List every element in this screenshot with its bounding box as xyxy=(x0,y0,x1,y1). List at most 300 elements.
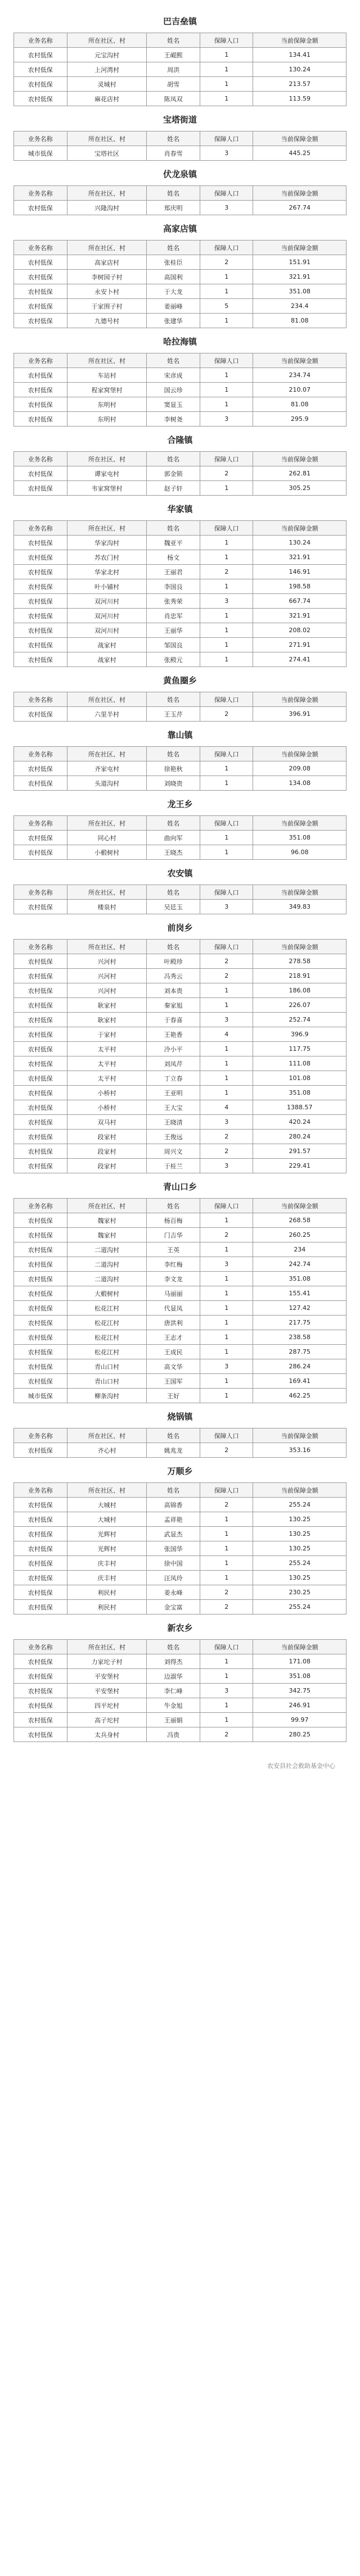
table-cell: 宋彦成 xyxy=(147,368,200,383)
table-cell: 王亚明 xyxy=(147,1086,200,1100)
table-cell: 134.41 xyxy=(253,48,346,62)
table-row xyxy=(14,62,346,77)
table-cell: 151.91 xyxy=(253,255,346,270)
table-cell: 兴河村 xyxy=(67,983,147,998)
table-cell: 113.59 xyxy=(253,92,346,106)
table-row xyxy=(14,1100,346,1115)
table-cell: 农村低保 xyxy=(14,1330,68,1345)
town-section xyxy=(14,432,346,496)
table-row xyxy=(14,1359,346,1374)
table-header-row xyxy=(14,1428,346,1443)
aid-table xyxy=(14,33,346,106)
table-cell: 段家村 xyxy=(67,1144,147,1159)
table-cell: 1 xyxy=(200,1698,253,1713)
aid-table xyxy=(14,353,346,427)
column-header: 保障人口 xyxy=(200,241,253,255)
table-row xyxy=(14,1698,346,1713)
table-cell: 农村低保 xyxy=(14,638,68,652)
column-header: 姓名 xyxy=(147,521,200,536)
column-header: 当前保障金额 xyxy=(253,747,346,761)
table-cell: 252.74 xyxy=(253,1013,346,1027)
table-cell: 1 xyxy=(200,397,253,412)
table-cell: 利民村 xyxy=(67,1585,147,1600)
table-cell: 117.75 xyxy=(253,1042,346,1056)
table-cell: 农村低保 xyxy=(14,368,68,383)
table-cell: 1 xyxy=(200,845,253,860)
table-cell: 曲向军 xyxy=(147,831,200,845)
table-cell: 双河川村 xyxy=(67,623,147,638)
table-cell: 农村低保 xyxy=(14,77,68,92)
table-row xyxy=(14,1512,346,1527)
table-cell: 1 xyxy=(200,761,253,776)
table-row xyxy=(14,1443,346,1458)
table-cell: 2 xyxy=(200,565,253,579)
table-cell: 农村低保 xyxy=(14,1027,68,1042)
table-row xyxy=(14,48,346,62)
table-cell: 九德号村 xyxy=(67,314,147,328)
table-cell: 1 xyxy=(200,1071,253,1086)
table-cell: 张秀荣 xyxy=(147,594,200,609)
column-header: 当前保障金额 xyxy=(253,131,346,146)
table-header-row xyxy=(14,33,346,48)
table-row xyxy=(14,1027,346,1042)
table-row xyxy=(14,481,346,496)
table-cell: 1 xyxy=(200,481,253,496)
table-cell: 81.08 xyxy=(253,314,346,328)
table-cell: 134.08 xyxy=(253,776,346,791)
table-cell: 农村低保 xyxy=(14,1042,68,1056)
town-section xyxy=(14,112,346,161)
table-cell: 286.24 xyxy=(253,1359,346,1374)
table-cell: 高国利 xyxy=(147,270,200,284)
table-cell: 兴河村 xyxy=(67,954,147,969)
table-cell: 1 xyxy=(200,1242,253,1257)
table-cell: 1 xyxy=(200,383,253,397)
table-cell: 1 xyxy=(200,1213,253,1228)
table-cell: 小桥村 xyxy=(67,1100,147,1115)
table-cell: 王丽君 xyxy=(147,565,200,579)
column-header: 姓名 xyxy=(147,1428,200,1443)
aid-table xyxy=(14,520,346,667)
column-header: 业务名称 xyxy=(14,452,68,466)
table-cell: 111.08 xyxy=(253,1056,346,1071)
table-cell: 牛金旭 xyxy=(147,1698,200,1713)
column-header: 所在社区、村 xyxy=(67,33,147,48)
table-cell: 155.41 xyxy=(253,1286,346,1301)
table-cell: 农村低保 xyxy=(14,707,68,722)
column-header: 当前保障金额 xyxy=(253,353,346,368)
table-cell: 3 xyxy=(200,1257,253,1272)
table-cell: 双马村 xyxy=(67,1115,147,1130)
table-cell: 李仁峰 xyxy=(147,1684,200,1698)
table-cell: 农村低保 xyxy=(14,466,68,481)
table-cell: 高子坨村 xyxy=(67,1713,147,1727)
table-cell: 王玉芹 xyxy=(147,707,200,722)
table-cell: 刘晓贵 xyxy=(147,776,200,791)
table-row xyxy=(14,1345,346,1359)
table-cell: 于家围子村 xyxy=(67,299,147,314)
table-cell: 永安卜村 xyxy=(67,284,147,299)
table-cell: 松花江村 xyxy=(67,1330,147,1345)
table-cell: 1 xyxy=(200,1713,253,1727)
table-cell: 1 xyxy=(200,623,253,638)
table-cell: 农村低保 xyxy=(14,1071,68,1086)
table-cell: 力家坨子村 xyxy=(67,1654,147,1669)
table-row xyxy=(14,1498,346,1512)
table-row xyxy=(14,1374,346,1389)
table-cell: 李文龙 xyxy=(147,1272,200,1286)
aid-table xyxy=(14,1482,346,1614)
column-header: 保障人口 xyxy=(200,186,253,201)
town-title: 合隆镇 xyxy=(167,435,193,445)
column-header: 业务名称 xyxy=(14,33,68,48)
table-cell: 3 xyxy=(200,1013,253,1027)
table-cell: 2 xyxy=(200,1727,253,1742)
table-cell: 3 xyxy=(200,146,253,161)
table-cell: 同心村 xyxy=(67,831,147,845)
table-row xyxy=(14,1389,346,1403)
column-header: 保障人口 xyxy=(200,940,253,954)
table-cell: 农村低保 xyxy=(14,609,68,623)
table-row xyxy=(14,1257,346,1272)
table-row xyxy=(14,1330,346,1345)
town-section xyxy=(14,1463,346,1614)
table-cell: 农村低保 xyxy=(14,998,68,1013)
table-cell: 陈凤双 xyxy=(147,92,200,106)
table-cell: 169.41 xyxy=(253,1374,346,1389)
table-cell: 周兴文 xyxy=(147,1144,200,1159)
table-cell: 窦显玉 xyxy=(147,397,200,412)
column-header: 业务名称 xyxy=(14,353,68,368)
table-header-row xyxy=(14,692,346,707)
column-header: 保障人口 xyxy=(200,33,253,48)
town-title: 华家镇 xyxy=(167,504,193,514)
table-cell: 大城村 xyxy=(67,1512,147,1527)
table-cell: 1 xyxy=(200,550,253,565)
table-cell: 高锦香 xyxy=(147,1498,200,1512)
column-header: 保障人口 xyxy=(200,1199,253,1213)
town-section xyxy=(14,727,346,791)
table-row xyxy=(14,201,346,215)
table-cell: 农村低保 xyxy=(14,1100,68,1115)
column-header: 业务名称 xyxy=(14,131,68,146)
column-header: 姓名 xyxy=(147,747,200,761)
column-header: 当前保障金额 xyxy=(253,452,346,466)
table-cell: 1 xyxy=(200,1056,253,1071)
table-cell: 双河川村 xyxy=(67,594,147,609)
table-row xyxy=(14,1144,346,1159)
table-cell: 321.91 xyxy=(253,550,346,565)
table-cell: 农村低保 xyxy=(14,1713,68,1727)
table-cell: 兴隆沟村 xyxy=(67,201,147,215)
table-cell: 苏农门村 xyxy=(67,550,147,565)
table-row xyxy=(14,146,346,161)
table-cell: 274.41 xyxy=(253,652,346,667)
table-cell: 农村低保 xyxy=(14,92,68,106)
column-header: 姓名 xyxy=(147,131,200,146)
table-cell: 1 xyxy=(200,314,253,328)
column-header: 保障人口 xyxy=(200,521,253,536)
column-header: 业务名称 xyxy=(14,1640,68,1654)
table-cell: 孟祥艳 xyxy=(147,1512,200,1527)
table-row xyxy=(14,92,346,106)
table-cell: 农村低保 xyxy=(14,1130,68,1144)
table-cell: 徐艳秋 xyxy=(147,761,200,776)
column-header: 保障人口 xyxy=(200,452,253,466)
table-cell: 4 xyxy=(200,1027,253,1042)
table-cell: 1 xyxy=(200,48,253,62)
table-cell: 城市低保 xyxy=(14,1389,68,1403)
table-cell: 3 xyxy=(200,1115,253,1130)
table-cell: 1 xyxy=(200,638,253,652)
table-cell: 农村低保 xyxy=(14,776,68,791)
table-row xyxy=(14,831,346,845)
table-cell: 农村低保 xyxy=(14,201,68,215)
table-cell: 农村低保 xyxy=(14,1654,68,1669)
table-cell: 1 xyxy=(200,652,253,667)
table-cell: 齐心村 xyxy=(67,1443,147,1458)
table-cell: 冷小平 xyxy=(147,1042,200,1056)
table-cell: 321.91 xyxy=(253,270,346,284)
table-cell: 赵子轩 xyxy=(147,481,200,496)
column-header: 姓名 xyxy=(147,816,200,831)
table-cell: 肖春雪 xyxy=(147,146,200,161)
table-cell: 1 xyxy=(200,609,253,623)
table-cell: 1 xyxy=(200,1556,253,1571)
table-cell: 灵城村 xyxy=(67,77,147,92)
table-cell: 耿家村 xyxy=(67,998,147,1013)
table-cell: 魏家村 xyxy=(67,1228,147,1242)
table-cell: 农村低保 xyxy=(14,48,68,62)
table-row xyxy=(14,1527,346,1541)
column-header: 所在社区、村 xyxy=(67,747,147,761)
table-cell: 太平村 xyxy=(67,1042,147,1056)
table-cell: 198.58 xyxy=(253,579,346,594)
table-row xyxy=(14,1071,346,1086)
table-cell: 庆丰村 xyxy=(67,1571,147,1585)
table-cell: 兴河村 xyxy=(67,969,147,983)
town-section xyxy=(14,13,346,106)
column-header: 姓名 xyxy=(147,353,200,368)
table-row xyxy=(14,565,346,579)
table-cell: 冯秀云 xyxy=(147,969,200,983)
table-header-row xyxy=(14,353,346,368)
table-cell: 姜丽峰 xyxy=(147,299,200,314)
table-row xyxy=(14,579,346,594)
table-cell: 国云珍 xyxy=(147,383,200,397)
table-cell: 1 xyxy=(200,1389,253,1403)
column-header: 所在社区、村 xyxy=(67,241,147,255)
table-cell: 战家村 xyxy=(67,652,147,667)
table-cell: 王好 xyxy=(147,1389,200,1403)
table-cell: 农村低保 xyxy=(14,550,68,565)
column-header: 保障人口 xyxy=(200,1640,253,1654)
table-cell: 农村低保 xyxy=(14,954,68,969)
column-header: 所在社区、村 xyxy=(67,1483,147,1498)
table-header-row xyxy=(14,1483,346,1498)
table-cell: 农村低保 xyxy=(14,594,68,609)
table-cell: 1 xyxy=(200,1301,253,1316)
table-cell: 王志才 xyxy=(147,1330,200,1345)
table-header-row xyxy=(14,747,346,761)
table-cell: 271.91 xyxy=(253,638,346,652)
column-header: 保障人口 xyxy=(200,131,253,146)
town-title: 烧锅镇 xyxy=(167,1412,193,1422)
table-cell: 农村低保 xyxy=(14,1272,68,1286)
table-cell: 平安堡村 xyxy=(67,1684,147,1698)
table-cell: 1 xyxy=(200,776,253,791)
column-header: 所在社区、村 xyxy=(67,1640,147,1654)
table-header-row xyxy=(14,131,346,146)
table-cell: 秦家旭 xyxy=(147,998,200,1013)
table-row xyxy=(14,1316,346,1330)
table-cell: 二道沟村 xyxy=(67,1257,147,1272)
table-cell: 1 xyxy=(200,983,253,998)
table-cell: 农村低保 xyxy=(14,255,68,270)
column-header: 姓名 xyxy=(147,940,200,954)
column-header: 所在社区、村 xyxy=(67,452,147,466)
town-section xyxy=(14,673,346,722)
table-cell: 东明村 xyxy=(67,412,147,427)
table-cell: 张殿元 xyxy=(147,652,200,667)
table-row xyxy=(14,998,346,1013)
table-row xyxy=(14,623,346,638)
table-cell: 农村低保 xyxy=(14,1013,68,1027)
table-cell: 高家店村 xyxy=(67,255,147,270)
table-cell: 农村低保 xyxy=(14,1242,68,1257)
table-cell: 程家窝堡村 xyxy=(67,383,147,397)
table-row xyxy=(14,638,346,652)
table-cell: 667.74 xyxy=(253,594,346,609)
table-cell: 445.25 xyxy=(253,146,346,161)
table-cell: 农村低保 xyxy=(14,1669,68,1684)
table-row xyxy=(14,1684,346,1698)
table-cell: 农村低保 xyxy=(14,1257,68,1272)
table-cell: 351.08 xyxy=(253,1669,346,1684)
column-header: 业务名称 xyxy=(14,186,68,201)
table-cell: 农村低保 xyxy=(14,536,68,550)
column-header: 当前保障金额 xyxy=(253,241,346,255)
town-section xyxy=(14,221,346,328)
table-cell: 农村低保 xyxy=(14,1228,68,1242)
column-header: 姓名 xyxy=(147,885,200,900)
table-cell: 130.25 xyxy=(253,1512,346,1527)
table-cell: 2 xyxy=(200,1600,253,1614)
table-cell: 396.9 xyxy=(253,1027,346,1042)
column-header: 保障人口 xyxy=(200,747,253,761)
table-row xyxy=(14,1213,346,1228)
aid-table xyxy=(14,746,346,791)
table-cell: 2 xyxy=(200,1130,253,1144)
table-cell: 松花江村 xyxy=(67,1316,147,1330)
table-cell: 101.08 xyxy=(253,1071,346,1086)
table-cell: 大椴树村 xyxy=(67,1286,147,1301)
table-row xyxy=(14,1130,346,1144)
table-cell: 农村低保 xyxy=(14,1512,68,1527)
table-row xyxy=(14,1056,346,1071)
table-row xyxy=(14,900,346,914)
table-row xyxy=(14,594,346,609)
table-cell: 3 xyxy=(200,594,253,609)
table-cell: 农村低保 xyxy=(14,481,68,496)
column-header: 保障人口 xyxy=(200,885,253,900)
table-cell: 李树园子村 xyxy=(67,270,147,284)
table-cell: 郭金锁 xyxy=(147,466,200,481)
table-cell: 小桥村 xyxy=(67,1086,147,1100)
table-cell: 太平村 xyxy=(67,1071,147,1086)
column-header: 所在社区、村 xyxy=(67,940,147,954)
table-cell: 351.08 xyxy=(253,831,346,845)
table-row xyxy=(14,983,346,998)
table-cell: 1 xyxy=(200,998,253,1013)
town-title: 农安镇 xyxy=(167,868,193,878)
table-cell: 上河湾村 xyxy=(67,62,147,77)
table-cell: 213.57 xyxy=(253,77,346,92)
table-row xyxy=(14,1541,346,1556)
town-sections xyxy=(14,13,346,1742)
table-cell: 2 xyxy=(200,255,253,270)
table-row xyxy=(14,1727,346,1742)
table-cell: 韦家窝堡村 xyxy=(67,481,147,496)
table-cell: 1 xyxy=(200,1527,253,1541)
table-row xyxy=(14,284,346,299)
table-cell: 光辉村 xyxy=(67,1541,147,1556)
table-cell: 305.25 xyxy=(253,481,346,496)
table-cell: 二道沟村 xyxy=(67,1272,147,1286)
table-cell: 146.91 xyxy=(253,565,346,579)
table-cell: 321.91 xyxy=(253,609,346,623)
town-section xyxy=(14,166,346,215)
table-cell: 81.08 xyxy=(253,397,346,412)
table-cell: 刘本贵 xyxy=(147,983,200,998)
table-cell: 1 xyxy=(200,368,253,383)
table-cell: 姚兆龙 xyxy=(147,1443,200,1458)
table-cell: 2 xyxy=(200,1498,253,1512)
table-cell: 于家村 xyxy=(67,1027,147,1042)
table-cell: 291.57 xyxy=(253,1144,346,1159)
table-row xyxy=(14,77,346,92)
table-cell: 农村低保 xyxy=(14,1316,68,1330)
table-cell: 462.25 xyxy=(253,1389,346,1403)
table-cell: 大城村 xyxy=(67,1498,147,1512)
table-cell: 农村低保 xyxy=(14,412,68,427)
table-cell: 农村低保 xyxy=(14,1144,68,1159)
column-header: 当前保障金额 xyxy=(253,885,346,900)
column-header: 当前保障金额 xyxy=(253,1428,346,1443)
column-header: 当前保障金额 xyxy=(253,1640,346,1654)
column-header: 所在社区、村 xyxy=(67,521,147,536)
table-row xyxy=(14,1301,346,1316)
table-cell: 耿家村 xyxy=(67,1013,147,1027)
table-cell: 1 xyxy=(200,92,253,106)
table-row xyxy=(14,1669,346,1684)
town-title: 前岗乡 xyxy=(167,923,193,933)
table-cell: 217.75 xyxy=(253,1316,346,1330)
column-header: 姓名 xyxy=(147,452,200,466)
table-cell: 张建华 xyxy=(147,314,200,328)
table-cell: 1388.57 xyxy=(253,1100,346,1115)
table-cell: 张桂臣 xyxy=(147,255,200,270)
table-header-row xyxy=(14,241,346,255)
table-header-row xyxy=(14,1640,346,1654)
table-cell: 农村低保 xyxy=(14,1541,68,1556)
table-cell: 208.02 xyxy=(253,623,346,638)
table-cell: 王艳香 xyxy=(147,1027,200,1042)
table-row xyxy=(14,1585,346,1600)
column-header: 所在社区、村 xyxy=(67,1428,147,1443)
table-cell: 二道沟村 xyxy=(67,1242,147,1257)
table-cell: 186.08 xyxy=(253,983,346,998)
